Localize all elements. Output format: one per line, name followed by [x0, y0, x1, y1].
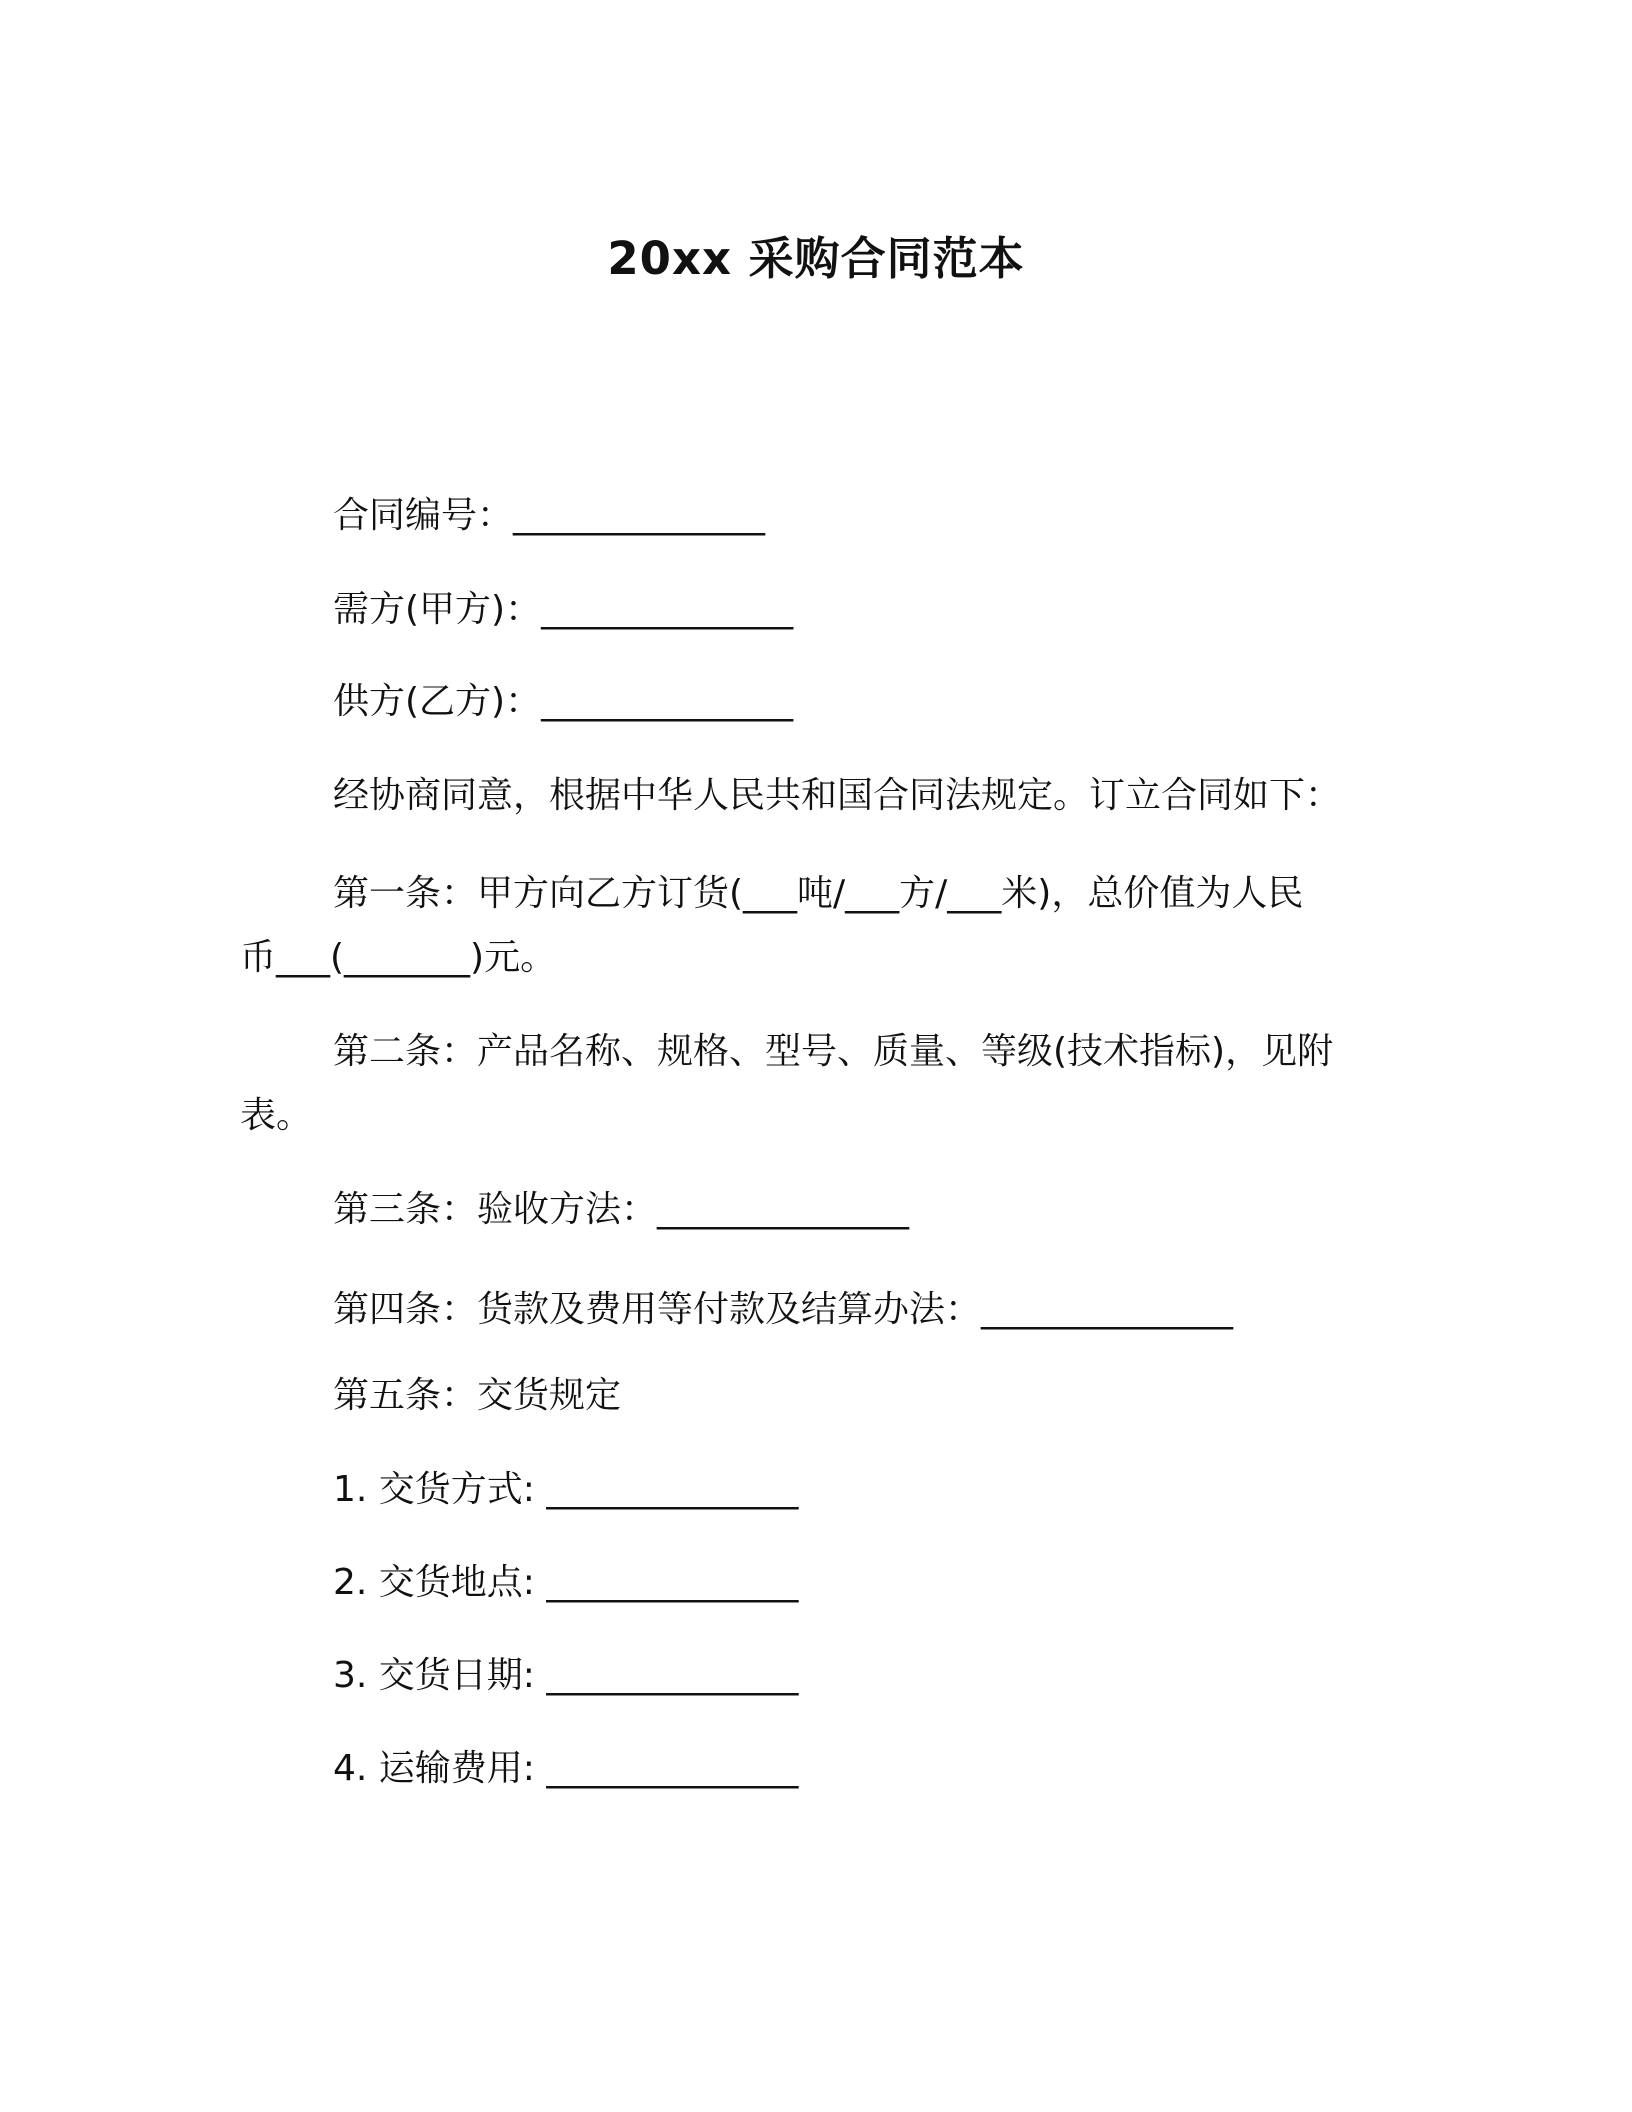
transport-cost: 4. 运输费用: ______________	[333, 1748, 799, 1789]
delivery-location: 2. 交货地点: ______________	[333, 1562, 799, 1603]
supplier-field: 供方(乙方)：______________	[333, 681, 794, 722]
article-5-heading: 第五条：交货规定	[333, 1375, 622, 1416]
document-title: 20xx 采购合同范本	[607, 232, 1025, 285]
article-2-line-1: 第二条：产品名称、规格、型号、质量、等级(技术指标)，见附	[333, 1031, 1334, 1072]
article-1-line-2: 币___(_______)元。	[240, 937, 557, 978]
preamble-paragraph: 经协商同意，根据中华人民共和国合同法规定。订立合同如下：	[333, 775, 1342, 816]
article-3: 第三条：验收方法：______________	[333, 1189, 910, 1230]
article-4: 第四条：货款及费用等付款及结算办法：______________	[333, 1289, 1234, 1330]
buyer-field: 需方(甲方)：______________	[333, 589, 794, 630]
delivery-method: 1. 交货方式: ______________	[333, 1469, 799, 1510]
contract-number-field: 合同编号：______________	[333, 495, 766, 536]
article-2-line-2: 表。	[240, 1095, 313, 1136]
article-1-line-1: 第一条：甲方向乙方订货(___吨/___方/___米)，总价值为人民	[333, 873, 1304, 914]
delivery-date: 3. 交货日期: ______________	[333, 1655, 799, 1696]
